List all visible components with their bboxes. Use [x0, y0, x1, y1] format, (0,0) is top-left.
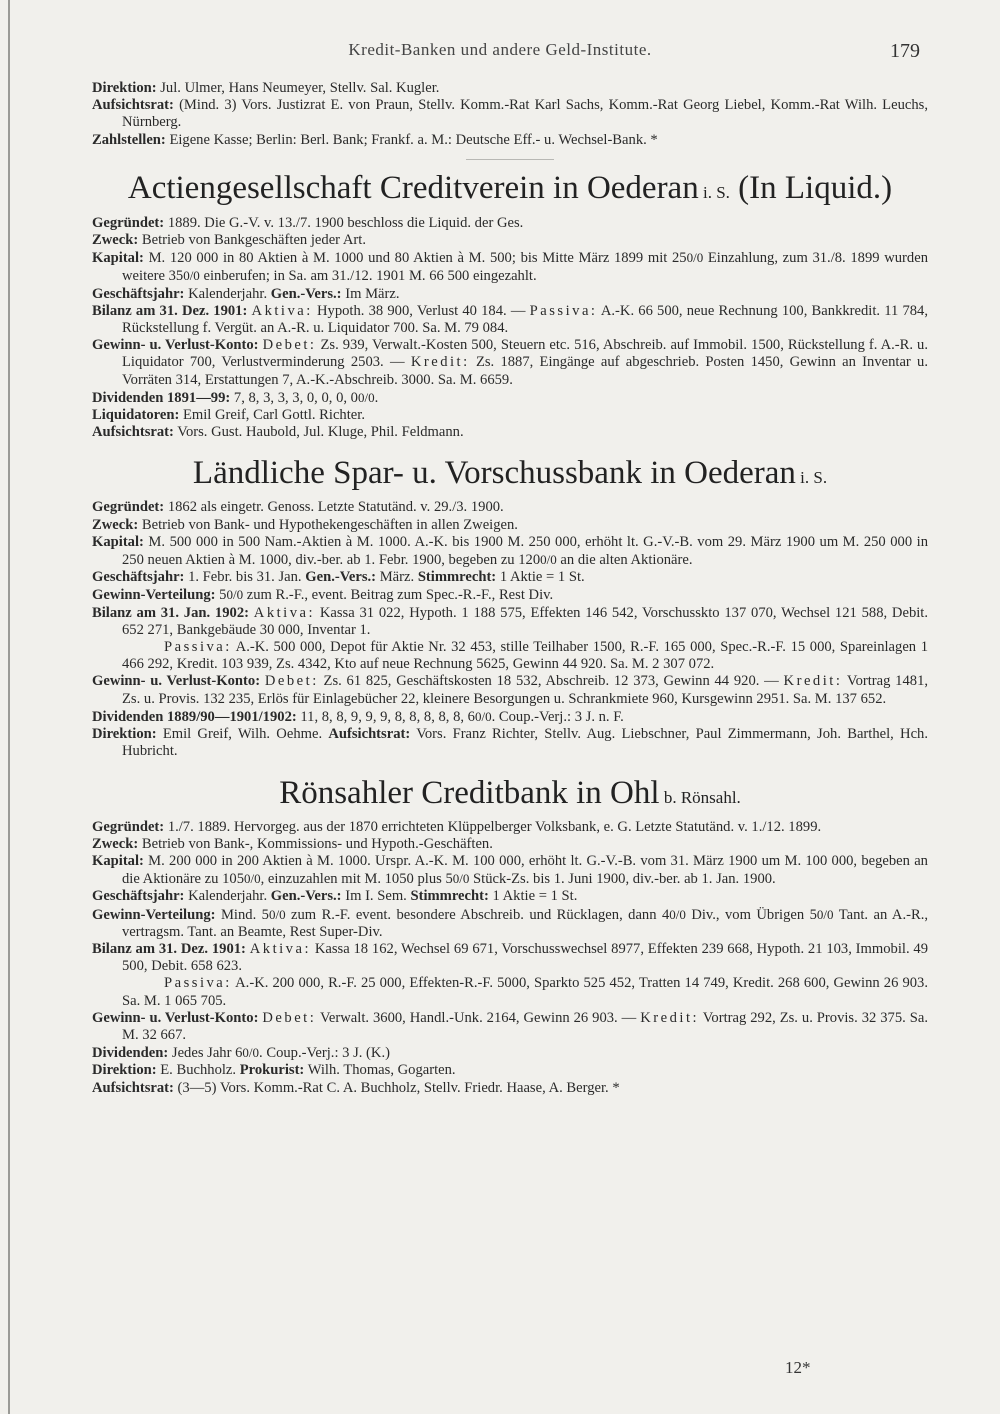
value: Kalenderjahr.: [188, 285, 268, 302]
value: Vortrag 292, Zs. u. Provis. 32 375. Sa. M. 32 667.: [122, 1009, 928, 1043]
company-entry-spar-vorschussbank-oederan: [92, 455, 928, 760]
label: Direktion:: [92, 1062, 157, 1079]
value: Betrieb von Bankgeschäften jeder Art.: [141, 232, 366, 249]
value: Betrieb von Bank- und Hypothekengeschäften in allen Zweigen.: [141, 516, 518, 533]
value: Kassa 31 022, Hypoth. 1 188 575, Effekten 146 542, Vorschusskto 137 070, Wechsel 121 588, Debit. 652 271, Bankgebäude 30 000, Inventar 1.: [122, 604, 929, 638]
field-bilanz: [92, 941, 928, 1010]
page-content: [92, 80, 928, 1097]
label: Geschäftsjahr:: [92, 285, 185, 302]
label: Aufsichtsrat:: [92, 424, 174, 441]
value: Vortrag 1481, Zs. u. Provis. 132 235, Erlös für Einlagebücher 22, kleinere Besorgungen u. Schrankmiete 960, Kursgewinn 2951. Sa. M. 137 652.: [122, 673, 929, 707]
label: Gen.-Vers.:: [270, 888, 342, 905]
passiva-label: Passiva:: [164, 639, 232, 656]
field-gewinn-verlust: [92, 1010, 928, 1044]
field-kapital: [92, 534, 928, 569]
percent-sign: 0/0: [816, 906, 834, 922]
label: Gewinn- u. Verlust-Konto:: [92, 337, 259, 354]
label: Gen.-Vers.:: [270, 285, 342, 302]
label: Zweck:: [92, 835, 139, 852]
value: Div., vom Übrigen 5: [685, 906, 817, 923]
value: 1. Febr. bis 31. Jan.: [188, 569, 302, 586]
value: Eigene Kasse; Berlin: Berl. Bank; Frankf. a. M.: Deutsche Eff.- u. Wechsel-Bank. *: [169, 131, 658, 148]
value: zum R.-F., event. Beitrag zum Spec.-R.-F., Rest Div.: [243, 587, 554, 604]
percent-sign: 0/0: [540, 552, 557, 568]
percent-sign: 0/0: [183, 268, 200, 284]
percent-sign: 0/0: [226, 587, 244, 603]
label: Liquidatoren:: [92, 407, 180, 424]
label: Kapital:: [92, 852, 144, 869]
field-gegruendet: [92, 499, 928, 516]
title-main: Actiengesellschaft Creditverein in Oederan: [127, 169, 699, 206]
label: Gegründet:: [92, 499, 165, 516]
value: Jedes Jahr 6: [171, 1045, 243, 1062]
value: , einzuzahlen mit M. 1050 plus 5: [260, 871, 453, 888]
company-title: [92, 170, 928, 207]
label: Aufsichtsrat:: [92, 1079, 174, 1096]
value: 7, 8, 3, 3, 3, 0, 0, 0, 0: [233, 389, 358, 406]
value: Im I. Sem.: [345, 888, 407, 905]
field-gewinn-verteilung: [92, 586, 928, 604]
label: Gewinn-Verteilung:: [92, 906, 216, 923]
passiva-label: Passiva:: [529, 302, 598, 319]
label: Aufsichtsrat:: [92, 97, 174, 114]
title-suffix: (In Liquid.): [729, 169, 893, 206]
value: A.-K. 200 000, R.-F. 25 000, Effekten-R.-F. 5000, Sparkto 525 452, Tratten 14 749, Kredit. 268 600, Gewinn 26 903. Sa. M. 1 065 705.: [122, 975, 929, 1009]
label: Zahlstellen:: [92, 131, 166, 148]
label: Zweck:: [92, 516, 139, 533]
label: Stimmrecht:: [410, 888, 489, 905]
field-bilanz: [92, 303, 928, 337]
value: 5: [219, 587, 227, 604]
label: Gewinn- u. Verlust-Konto:: [92, 673, 261, 690]
field-direktion: [92, 80, 928, 97]
aktiva-label: Aktiva:: [251, 302, 313, 319]
value: Mind. 5: [220, 906, 269, 923]
value: A.-K. 66 500, neue Rechnung 100, Bankkredit. 11 784, Rückstellung f. Vergüt. an A.-R. u. Liquidator 700. Sa. M. 79 084.: [122, 302, 929, 337]
field-geschaeftsjahr: [92, 888, 928, 905]
kredit-label: Kredit:: [640, 1009, 700, 1026]
label: Kapital:: [92, 533, 144, 550]
field-zahlstellen: [92, 132, 928, 149]
field-aufsichtsrat: [92, 97, 928, 131]
label: Bilanz am 31. Dez. 1901:: [92, 302, 248, 319]
value: Emil Greif, Carl Gottl. Richter.: [182, 407, 365, 424]
label: Bilanz am 31. Jan. 1902:: [92, 604, 249, 621]
kredit-label: Kredit:: [783, 673, 843, 690]
value: Stück-Zs. bis 1. Juni 1900, div.-ber. ab 1. Jan. 1900.: [469, 871, 776, 888]
value: (Mind. 3) Vors. Justizrat E. von Praun, Stellv. Komm.-Rat Karl Sachs, Komm.-Rat Georg Liebel, Komm.-Rat Wilh. Leuchs, Nürnberg.: [122, 97, 928, 131]
value: Im März.: [345, 285, 400, 302]
label: Dividenden 1889/90—1901/1902:: [92, 708, 297, 725]
company-title: [92, 775, 928, 812]
percent-sign: 0/0: [669, 906, 686, 922]
debet-label: Debet:: [262, 1009, 317, 1026]
field-gegruendet: [92, 819, 928, 836]
value: Jul. Ulmer, Hans Neumeyer, Stellv. Sal. Kugler.: [160, 80, 440, 96]
page-spine-edge: [8, 0, 10, 1414]
value: Zs. 61 825, Geschäftskosten 18 532, Abschreib. 12 373, Gewinn 44 920. —: [323, 673, 779, 690]
entry-continuation: [92, 80, 928, 160]
field-direktion: [92, 726, 928, 760]
value: Zs. 939, Verwalt.-Kosten 500, Steuern etc. 516, Abschreib. auf Immobil. 1500, Rückstellung f. A.-R. u. Liquidator 700, Verlustverminderung 2503. —: [122, 337, 928, 371]
value: an die alten Aktionäre.: [556, 552, 693, 569]
value: März.: [379, 569, 415, 586]
value: . Coup.-Verj.: 3 J. (K.): [259, 1045, 390, 1062]
percent-sign: 0/0: [452, 871, 470, 887]
value: (3—5) Vors. Komm.-Rat C. A. Buchholz, Stellv. Friedr. Haase, A. Berger. *: [177, 1079, 620, 1096]
value: M. 200 000 in 200 Aktien à M. 1000. Urspr. A.-K. M. 100 000, erhöht lt. G.-V.-B. vom 31. März 1900 um M. 100 000, begeben an die Aktionäre zu 105: [122, 852, 928, 888]
value: Vors. Gust. Haubold, Jul. Kluge, Phil. Feldmann.: [177, 424, 464, 441]
company-entry-creditverein-oederan: [92, 170, 928, 442]
field-gewinn-verteilung: [92, 906, 928, 941]
value: Hypoth. 38 900, Verlust 40 184. —: [317, 302, 526, 319]
value: 1 Aktie = 1 St.: [499, 569, 585, 586]
field-kapital: [92, 853, 928, 888]
page-number: 179: [890, 40, 920, 62]
title-place: i. S.: [698, 182, 730, 202]
title-main: Rönsahler Creditbank in Ohl: [279, 774, 660, 811]
label: Geschäftsjahr:: [92, 888, 185, 905]
label: Direktion:: [92, 80, 157, 96]
value: Betrieb von Bank-, Kommissions- und Hypoth.-Geschäften.: [141, 835, 493, 852]
percent-sign: 0/0: [242, 1045, 260, 1061]
title-place: b. Rönsahl.: [659, 787, 741, 807]
percent-sign: 0/0: [474, 708, 492, 724]
label: Direktion:: [92, 726, 157, 743]
label: Stimmrecht:: [417, 569, 497, 586]
field-kapital: [92, 249, 928, 285]
label: Kapital:: [92, 250, 144, 267]
field-geschaeftsjahr: [92, 286, 928, 303]
field-zweck: [92, 517, 928, 534]
aktiva-label: Aktiva:: [249, 940, 312, 957]
percent-sign: 0/0: [268, 906, 286, 922]
value: Wilh. Thomas, Gogarten.: [307, 1062, 456, 1079]
value: 1862 als eingetr. Genoss. Letzte Statutänd. v. 29./3. 1900.: [167, 499, 504, 516]
value: Zs. 1887, Eingänge auf abgeschrieb. Posten 1450, Gewinn an Inventar u. Vorräten 314, Erstattungen 7, A.-K.-Abschreib. 3000. Sa. M. 6659.: [122, 354, 928, 388]
value: E. Buchholz.: [160, 1062, 237, 1079]
field-direktion: [92, 1062, 928, 1079]
field-dividenden: [92, 708, 928, 726]
kredit-label: Kredit:: [410, 354, 470, 371]
value: . Coup.-Verj.: 3 J. n. F.: [491, 708, 624, 725]
value: Kalenderjahr.: [188, 888, 268, 905]
title-main: Ländliche Spar- u. Vorschussbank in Oederan: [192, 455, 796, 492]
title-place: i. S.: [795, 468, 828, 488]
company-entry-roensahler-creditbank: [92, 775, 928, 1097]
label: Geschäftsjahr:: [92, 569, 185, 586]
value: 11, 8, 8, 9, 9, 9, 8, 8, 8, 8, 8, 6: [300, 708, 475, 725]
value: einberufen; in Sa. am 31./12. 1901 M. 66 500 eingezahlt.: [199, 268, 537, 285]
label: Gegründet:: [92, 214, 165, 231]
field-gewinn-verlust: [92, 673, 928, 707]
field-aufsichtsrat: [92, 424, 928, 441]
running-head: Kredit-Banken und andere Geld-Institute.: [348, 40, 652, 59]
value: A.-K. 500 000, Depot für Aktie Nr. 32 453, stille Teilhaber 1500, R.-F. 165 000, Spec.-R.-F. 15 000, Spareinlagen 1 466 292, Kredit. 103 939, Zs. 4342, Kto auf neue Rechnung 5625, Gewinn 44 920. Sa. M. 2 307 072.: [122, 639, 929, 673]
percent-sign: 0/0: [357, 389, 375, 405]
label: Aufsichtsrat:: [328, 726, 411, 743]
value: Verwalt. 3600, Handl.-Unk. 2164, Gewinn 26 903. —: [320, 1009, 637, 1026]
value: Kassa 18 162, Wechsel 69 671, Vorschusswechsel 8977, Effekten 239 668, Hypoth. 21 103, Immobil. 49 500, Debit. 658 623.: [122, 940, 929, 975]
value: Einzahlung, zum 31./8. 1899 wurden weitere 35: [122, 250, 928, 285]
label: Dividenden:: [92, 1045, 169, 1062]
value: Tant. an A.-R., vertragsm. Tant. an Beamte, Rest Super-Div.: [122, 906, 928, 940]
value: 1889. Die G.-V. v. 13./7. 1900 beschloss die Liquid. der Ges.: [167, 214, 524, 231]
value: M. 120 000 in 80 Aktien à M. 1000 und 80 Aktien à M. 500; bis Mitte März 1899 mit 25: [148, 250, 687, 267]
field-gegruendet: [92, 215, 928, 232]
field-zweck: [92, 232, 928, 249]
field-geschaeftsjahr: [92, 569, 928, 586]
percent-sign: 0/0: [244, 871, 261, 887]
section-divider: [466, 159, 554, 160]
label: Bilanz am 31. Dez. 1901:: [92, 940, 246, 957]
field-gewinn-verlust: [92, 337, 928, 389]
label: Gegründet:: [92, 818, 165, 835]
label: Gewinn- u. Verlust-Konto:: [92, 1009, 259, 1026]
label: Gen.-Vers.:: [305, 569, 377, 586]
passiva-label: Passiva:: [164, 975, 232, 992]
value: Emil Greif, Wilh. Oehme.: [162, 726, 323, 743]
value: zum R.-F. event. besondere Abschreib. und Rücklagen, dann 4: [285, 906, 670, 923]
label: Zweck:: [92, 232, 139, 249]
company-title: [92, 455, 928, 492]
field-bilanz: [92, 605, 928, 674]
value: 1 Aktie = 1 St.: [492, 888, 578, 905]
field-zweck: [92, 836, 928, 853]
value: Vors. Franz Richter, Stellv. Aug. Liebschner, Paul Zimmermann, Joh. Barthel, Hch. Hubricht.: [122, 726, 929, 760]
signature-mark: 12*: [785, 1358, 811, 1377]
percent-sign: 0/0: [686, 250, 704, 266]
field-liquidatoren: [92, 407, 928, 424]
label: Gewinn-Verteilung:: [92, 587, 216, 604]
debet-label: Debet:: [264, 673, 319, 690]
value: M. 500 000 in 500 Nam.-Aktien à M. 1000. A.-K. bis 1900 M. 250 000, erhöht lt. G.-V.-B. vom 29. März 1900 um M. 250 000 in 250 neuen Aktien à M. 1000, div.-ber. ab 1. Febr. 1900, begeben zu 120: [122, 533, 929, 569]
field-dividenden: [92, 1044, 928, 1062]
label: Prokurist:: [239, 1062, 305, 1079]
field-dividenden: Dividenden 1891—99: 7, 8, 3, 3, 3, 0, 0, 0, 00/0.: [92, 389, 379, 406]
label: Dividenden 1891—99:: [92, 389, 231, 406]
aktiva-label: Aktiva:: [253, 604, 316, 621]
field-aufsichtsrat: [92, 1080, 928, 1097]
debet-label: Debet:: [262, 337, 317, 354]
value: 1./7. 1889. Hervorgeg. aus der 1870 errichteten Klüppelberger Volksbank, e. G. Letzte Statutänd. v. 1./12. 1899.: [167, 818, 822, 835]
